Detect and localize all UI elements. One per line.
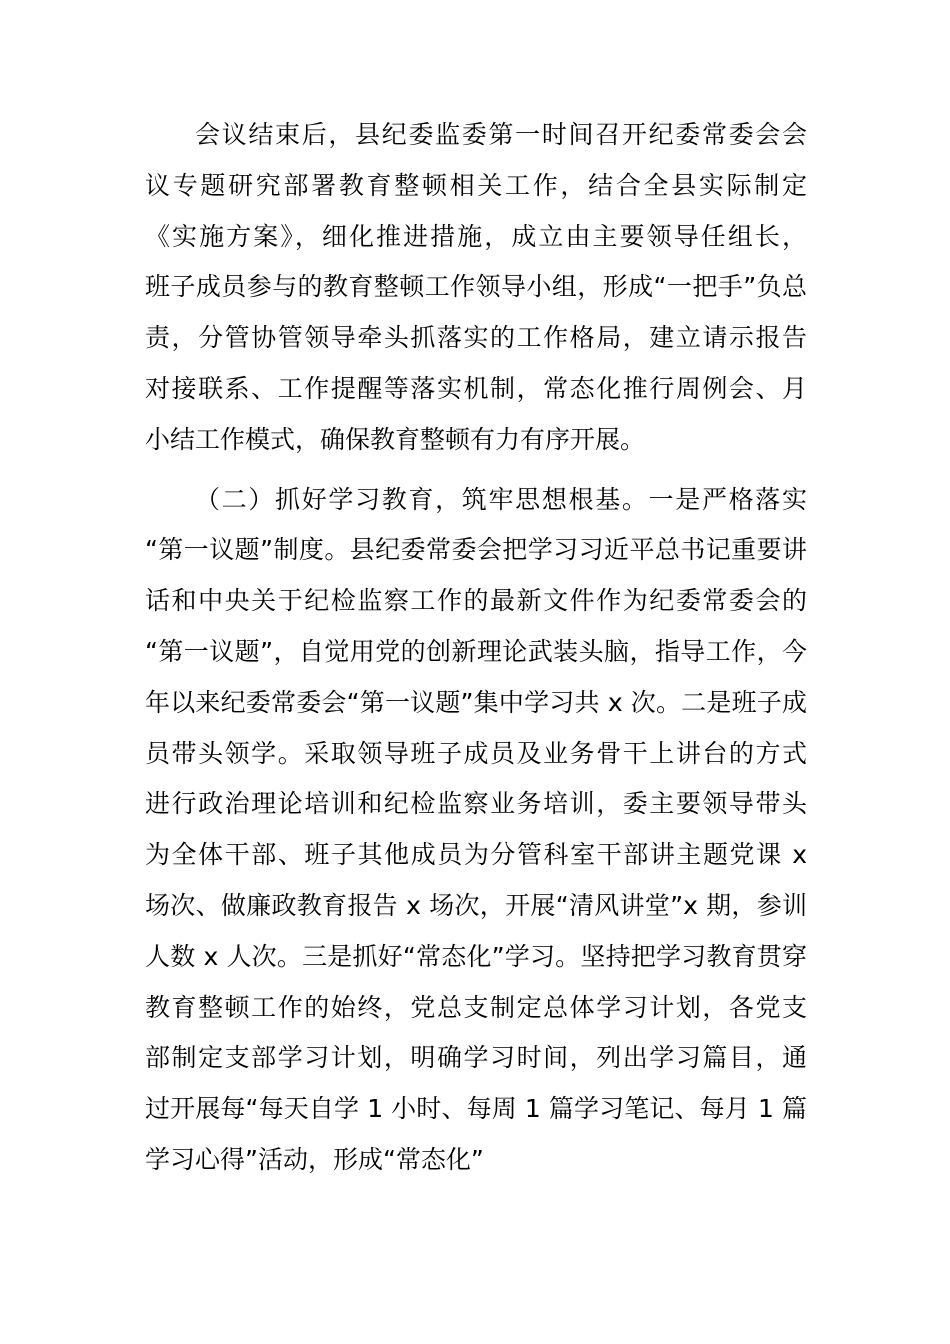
text-line: 部制定支部学习计划，明确学习时间，列出学习篇目，通 — [145, 1043, 807, 1073]
text-line: 议专题研究部署教育整顿相关工作，结合全县实际制定 — [145, 170, 807, 200]
paragraph-study-education — [145, 475, 807, 1186]
text-line: 为全体干部、班子其他成员为分管科室干部讲主题党课 x — [145, 840, 807, 870]
paragraph-spacer — [145, 466, 807, 475]
text-line: 责，分管协管领导牵头抓落实的工作格局，建立请示报告 — [145, 323, 807, 353]
text-line: 学习心得”活动，形成“常态化” — [145, 1144, 484, 1174]
text-line: 对接联系、工作提醒等落实机制，常态化推行周例会、月 — [145, 373, 807, 403]
text-line: 进行政治理论培训和纪检监察业务培训，委主要领导带头 — [145, 789, 807, 819]
document-body — [145, 110, 807, 1186]
text-line: 过开展每“每天自学 1 小时、每周 1 篇学习笔记、每月 1 篇 — [145, 1094, 807, 1124]
text-line: “第一议题”制度。县纪委常委会把学习习近平总书记重要讲 — [145, 535, 807, 565]
text-line: 年以来纪委常委会“第一议题”集中学习共 x 次。二是班子成 — [145, 687, 807, 717]
text-line: 教育整顿工作的始终，党总支制定总体学习计划，各党支 — [145, 992, 807, 1022]
text-line: 会议结束后，县纪委监委第一时间召开纪委常委会会 — [195, 120, 807, 149]
text-line: 班子成员参与的教育整顿工作领导小组，形成“一把手”负总 — [145, 272, 807, 302]
text-line: “第一议题”，自觉用党的创新理论武装头脑，指导工作，今 — [145, 636, 807, 666]
text-line: 人数 x 人次。三是抓好“常态化”学习。坚持把学习教育贯穿 — [145, 941, 807, 971]
text-line: 场次、做廉政教育报告 x 场次，开展“清风讲堂”x 期，参训 — [145, 890, 807, 920]
paragraph-meeting-followup — [145, 110, 807, 466]
text-line: 《实施方案》，细化推进措施，成立由主要领导任组长， — [145, 221, 807, 251]
text-line: 小结工作模式，确保教育整顿有力有序开展。 — [145, 424, 646, 454]
text-line: 话和中央关于纪检监察工作的最新文件作为纪委常委会的 — [145, 586, 807, 616]
text-line: （二）抓好学习教育，筑牢思想根基。一是严格落实 — [195, 484, 807, 514]
text-line: 员带头领学。采取领导班子成员及业务骨干上讲台的方式 — [145, 738, 807, 768]
